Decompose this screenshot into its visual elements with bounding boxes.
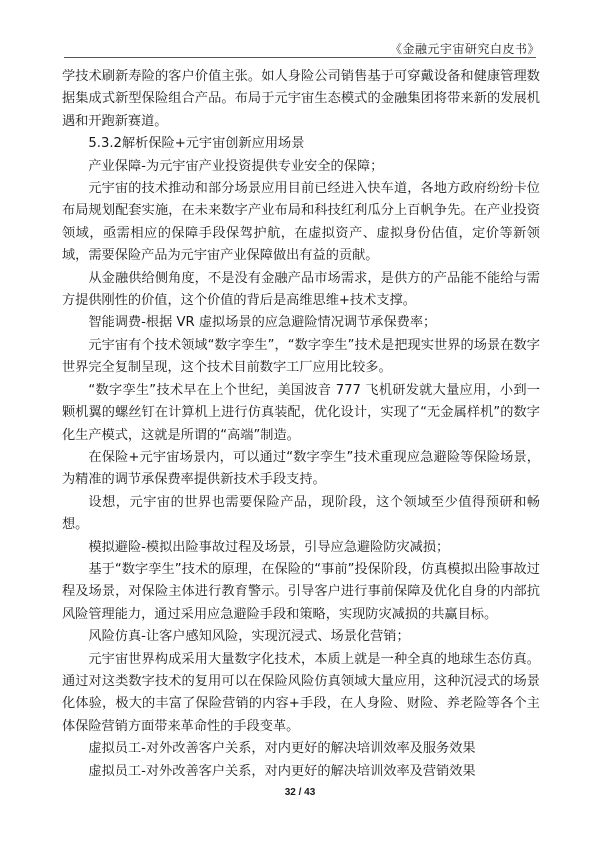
body-paragraph: 元宇宙世界构成采用大量数字化技术，本质上就是一种全真的地球生态仿真。通过对这类数字技术的复用可以在保险风险仿真领域大量应用，这种沉浸式的场景化体验，极大的丰富了保险营销的内容+手段，在人身险、财险、养老险等各个主体保险营销方面带来革命性的手段变革。 <box>62 651 540 734</box>
body-paragraph: 设想，元宇宙的世界也需要保险产品，现阶段，这个领域至少值得预研和畅想。 <box>62 494 540 533</box>
header-divider <box>64 57 536 58</box>
section-subheading: 5.3.2解析保险+元宇宙创新应用场景 <box>88 136 305 152</box>
section-subheading: 虚拟员工-对外改善客户关系，对内更好的解决培训效率及服务效果 <box>88 741 476 757</box>
body-paragraph: 从金融供给侧角度，不是没有金融产品市场需求，是供方的产品能不能给与需方提供刚性的价值，这个价值的背后是高维思维+技术支撑。 <box>62 270 540 309</box>
body-paragraph: 在保险+元宇宙场景内，可以通过“数字孪生”技术重现应急避险等保险场景，为精准的调节承保费率提供新技术手段支持。 <box>62 449 540 488</box>
page-body <box>62 66 540 783</box>
document-header-title: 《金融元宇宙研究白皮书》 <box>389 42 540 56</box>
section-subheading: 模拟避险-模拟出险事故过程及场景，引导应急避险防灾减损； <box>88 539 450 555</box>
body-paragraph: 元宇宙的技术推动和部分场景应用目前已经进入快车道，各地方政府纷纷卡位布局规划配套实施，在未来数字产业布局和科技红利瓜分上百帆争先。在产业投资领域，亟需相应的保障手段保驾护航，在虚拟资产、虚拟身份估值，定价等新领域，需要保险产品为元宇宙产业保障做出有益的贡献。 <box>62 181 540 264</box>
section-subheading: 虚拟员工-对外改善客户关系，对内更好的解决培训效率及营销效果 <box>88 763 476 779</box>
section-subheading: 产业保障-为元宇宙产业投资提供专业安全的保障； <box>88 158 384 174</box>
body-paragraph: 元宇宙有个技术领域“数字孪生”，“数字孪生”技术是把现实世界的场景在数字世界完全复制呈现，这个技术目前数字工厂应用比较多。 <box>62 337 540 376</box>
body-paragraph: 学技术刷新寿险的客户价值主张。如人身险公司销售基于可穿戴设备和健康管理数据集成式新型保险组合产品。布局于元宇宙生态模式的金融集团将带来新的发展机遇和开跑新赛道。 <box>62 69 540 129</box>
body-paragraph: “数字孪生”技术早在上个世纪，美国波音 777 飞机研发就大量应用，小到一颗机翼的螺丝钉在计算机上进行仿真装配，优化设计，实现了“无金属样机”的数字化生产模式，这就是所谓的“高端”制造。 <box>62 382 540 443</box>
body-paragraph: 基于“数字孪生”技术的原理，在保险的“事前”投保阶段，仿真模拟出险事故过程及场景，对保险主体进行教育警示。引导客户进行事前保障及优化自身的内部抗风险管理能力，通过采用应急避险手段和策略，实现防灾减损的共赢目标。 <box>62 561 540 622</box>
section-subheading: 风险仿真-让客户感知风险，实现沉浸式、场景化营销； <box>88 629 410 645</box>
section-subheading: 智能调费-根据 VR 虚拟场景的应急避险情况调节承保费率； <box>88 315 437 331</box>
page-number: 32 / 43 <box>284 787 316 798</box>
